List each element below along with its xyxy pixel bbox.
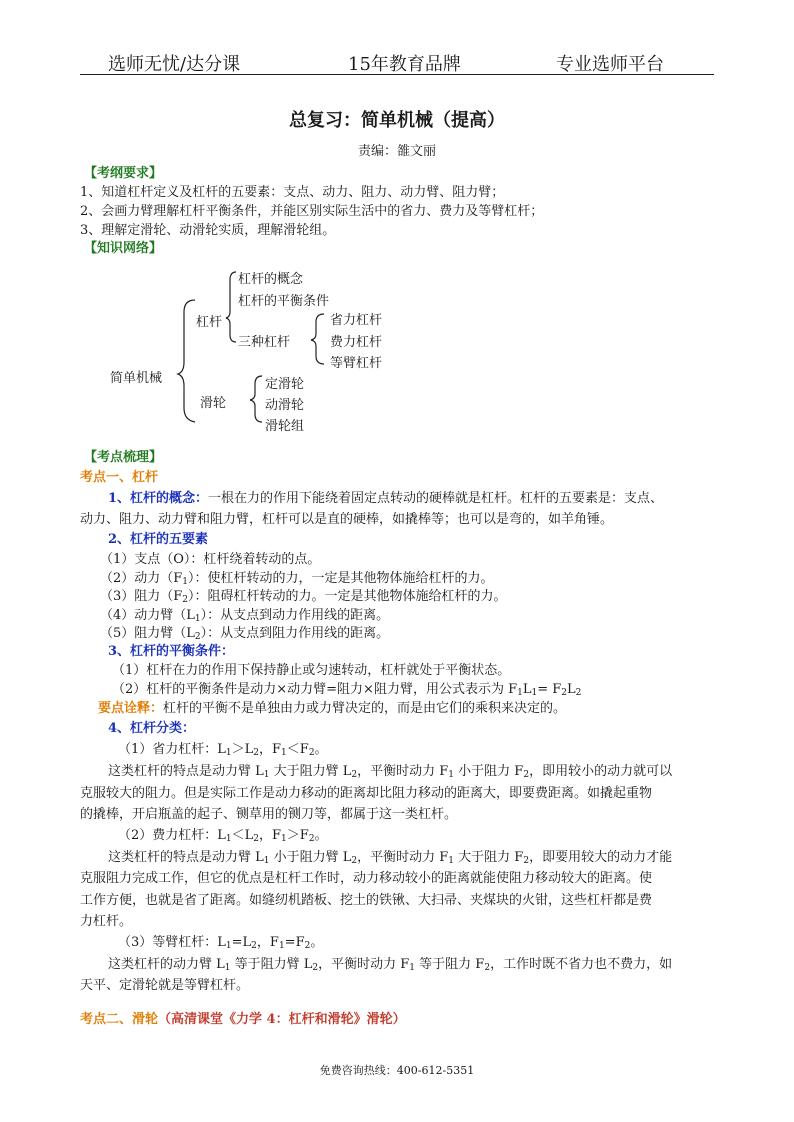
lever-brace — [226, 272, 236, 342]
section-title-pulley — [80, 1008, 406, 1027]
balance-item: （1）杠杆在力的作用下保持静止或匀速转动，杠杆就处于平衡状态。 — [112, 663, 511, 678]
diagram-lever-child: 三种杠杆 — [238, 335, 291, 350]
footer-hotline: 免费咨询热线：400-612-5351 — [319, 1064, 475, 1077]
class-paragraph-line: 克服较大的阻力。但是实际工作是动力移动的距离却比阻力移动的距离大，即要费距离。如撬起重物 — [80, 786, 653, 801]
lever-concept-cont: 动力、阻力、动力臂和阻力臂，杠杆可以是直的硬棒，如撬棒等；也可以是弯的，如羊角锤。 — [80, 512, 614, 527]
diagram-lever: 杠杆 — [196, 315, 223, 330]
network-heading: 【知识网络】 — [84, 241, 163, 256]
key-note-label: 要点诠释： — [98, 701, 164, 716]
class-paragraph-line: 这类杠杆的动力臂 $L_1$ 等于阻力臂 $L_2$，平衡时动力 $F_1$ 等于阻力 $F_2$，工作时既不省力也不费力，如 — [108, 957, 673, 973]
header-brand: 选师无忧/达分课 — [108, 54, 241, 75]
diagram-lever-child: 杠杆的概念 — [238, 272, 304, 287]
element-item: （4）动力臂$(L_1)$：从支点到动力作用线的距离。 — [100, 608, 390, 624]
editor-credit: 责编：雒文丽 — [357, 144, 436, 159]
header-platform: 专业选师平台 — [556, 54, 664, 75]
element-item: （3）阻力$(F_2)$：阻碍杠杆转动的力。一定是其他物体施给杠杆的力。 — [100, 589, 507, 605]
five-elements-label: 2、杠杆的五要素 — [108, 532, 209, 547]
section-title-lever: 考点一、杠杆 — [80, 470, 159, 485]
class-paragraph-line: 天平、定滑轮就是等臂杠杆。 — [80, 978, 250, 993]
class-paragraph-line: 这类杠杆的特点是动力臂 $L_1$ 大于阻力臂 $L_2$，平衡时动力 $F_1$ 小于阻力 $F_2$，即用较小的动力就可以 — [108, 764, 673, 780]
diagram-lever-type: 省力杠杆 — [330, 313, 383, 328]
diagram-pulley: 滑轮 — [200, 396, 227, 411]
class-paragraph-line: 工作方便，也就是省了距离。如缝纫机踏板、挖土的铁锹、大扫帚、夹煤块的火钳，这些杠杆都是费 — [80, 893, 653, 908]
class-heading: （3）等臂杠杆：$L_1=L_2$，$F_1=F_2$。 — [118, 935, 324, 951]
diagram-root: 简单机械 — [110, 371, 163, 386]
class-heading: （2）费力杠杆：$L_1<L_2$，$F_1>F_2$。 — [118, 828, 328, 844]
lever-concept-text: 一根在力的作用下能绕着固定点转动的硬棒就是杠杆。杠杆的五要素是：支点、 — [208, 491, 664, 506]
diagram-pulley-child: 定滑轮 — [265, 377, 305, 392]
pulley-brace — [250, 376, 262, 422]
element-item: （2）动力$(F_1)$：使杠杆转动的力，一定是其他物体施给杠杆的力。 — [100, 571, 494, 587]
element-item: （1）支点（O）：杠杆绕着转动的点。 — [100, 552, 321, 567]
header-slogan: 15年教育品牌 — [348, 54, 461, 75]
class-paragraph-line: 力杠杆。 — [80, 914, 133, 929]
outline-item: 2、会画力臂理解杠杆平衡条件，并能区别实际生活中的省力、费力及等臂杠杆； — [80, 204, 544, 219]
root-brace — [178, 300, 195, 422]
outline-item: 1、知道杠杆定义及杠杆的五要素：支点、动力、阻力、动力臂、阻力臂； — [80, 185, 505, 200]
diagram-lever-child: 杠杆的平衡条件 — [238, 294, 330, 309]
diagram-lever-type: 等臂杠杆 — [330, 356, 383, 371]
section-title-pulley-main: 考点二、滑轮 — [80, 1012, 159, 1027]
balance-condition-label: 3、杠杆的平衡条件： — [108, 644, 235, 659]
page-title: 总复习：简单机械（提高） — [289, 110, 505, 131]
outline-item: 3、理解定滑轮、动滑轮实质，理解滑轮组。 — [80, 223, 336, 238]
key-note — [98, 697, 566, 716]
key-note-text: 杠杆的平衡不是单独由力或力臂决定的，而是由它们的乘积来决定的。 — [163, 701, 567, 716]
diagram-pulley-child: 滑轮组 — [265, 419, 305, 434]
outline-heading: 【考纲要求】 — [84, 166, 163, 181]
lever-types-brace — [311, 314, 324, 364]
class-paragraph-line: 这类杠杆的特点是动力臂 $L_1$ 小于阻力臂 $L_2$，平衡时动力 $F_1$ 大于阻力 $F_2$，即要用较大的动力才能 — [108, 850, 673, 866]
class-paragraph-line: 克服阻力完成工作，但它的优点是杠杆工作时，动力移动较小的距离就能使阻力移动较大的距离。使 — [80, 871, 653, 886]
diagram-lever-type: 费力杠杆 — [330, 335, 383, 350]
points-heading: 【考点梳理】 — [84, 450, 163, 465]
lever-concept — [108, 487, 663, 506]
diagram-pulley-child: 动滑轮 — [265, 398, 305, 413]
lever-classification-label: 4、杠杆分类： — [108, 721, 196, 736]
lever-concept-label: 1、杠杆的概念： — [108, 491, 209, 506]
balance-item: （2）杠杆的平衡条件是动力×动力臂=阻力×阻力臂，用公式表示为 $F_1L_1= F_2L_2$ — [112, 682, 582, 698]
class-paragraph-line: 的撬棒，开启瓶盖的起子、铡草用的铡刀等，都属于这一类杠杆。 — [80, 807, 458, 822]
section-title-pulley-sub: （高清课堂《力学 4：杠杆和滑轮》滑轮） — [158, 1012, 406, 1027]
class-heading: （1）省力杠杆：$L_1>L_2$，$F_1<F_2$。 — [118, 742, 328, 758]
element-item: （5）阻力臂$(L_2)$：从支点到阻力作用线的距离。 — [100, 626, 390, 642]
